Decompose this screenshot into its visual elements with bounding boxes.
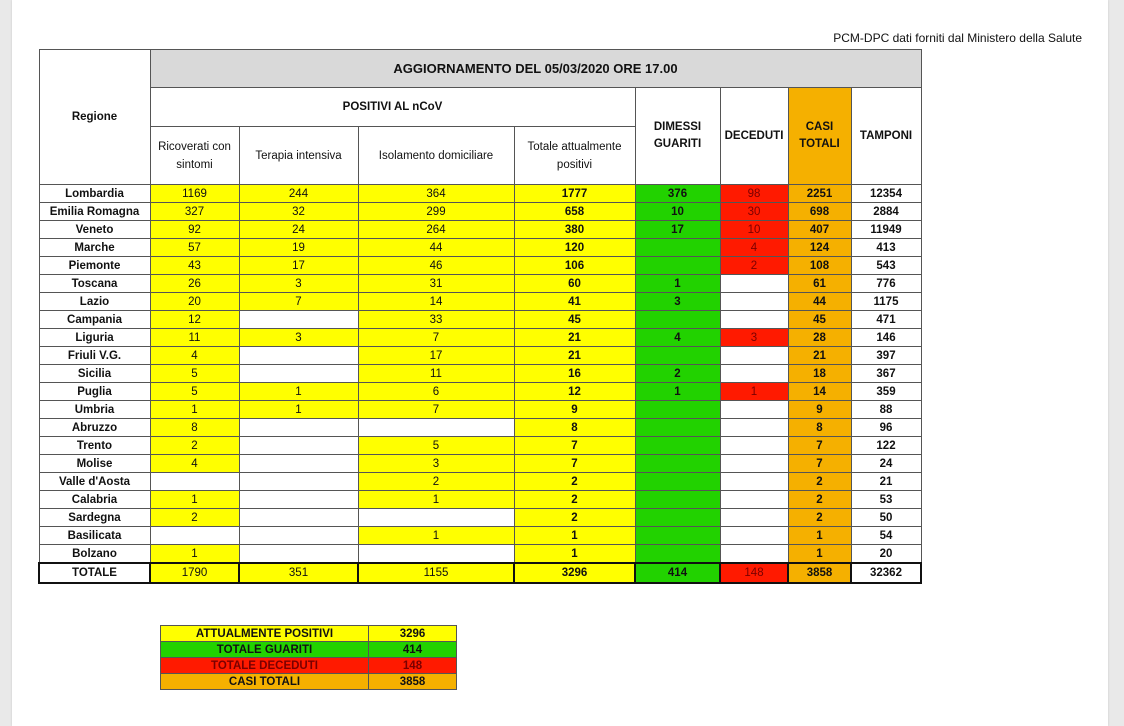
cell-casi: 2 [788, 491, 851, 509]
cell-dimessi [635, 527, 720, 545]
summary-table [160, 625, 457, 690]
table-row [39, 491, 921, 509]
cell-casi: 1 [788, 545, 851, 564]
region-name: Molise [39, 455, 150, 473]
summary-row [161, 658, 457, 674]
summary-label: TOTALE GUARITI [161, 642, 369, 658]
cell-tamponi: 12354 [851, 185, 921, 203]
cell-isolamento: 299 [358, 203, 514, 221]
region-name: Valle d'Aosta [39, 473, 150, 491]
table-row [39, 347, 921, 365]
cell-deceduti [720, 365, 788, 383]
cell-casi: 407 [788, 221, 851, 239]
table-row [39, 401, 921, 419]
cell-terapia [239, 473, 358, 491]
cell-totale: 7 [514, 437, 635, 455]
cell-totale: 21 [514, 347, 635, 365]
total-dimessi: 414 [635, 563, 720, 583]
cell-casi: 44 [788, 293, 851, 311]
cell-deceduti [720, 419, 788, 437]
region-name: Calabria [39, 491, 150, 509]
cell-tamponi: 88 [851, 401, 921, 419]
cell-dimessi [635, 419, 720, 437]
cell-ricoverati: 1169 [150, 185, 239, 203]
table-row [39, 545, 921, 564]
cell-ricoverati: 12 [150, 311, 239, 329]
cell-tamponi: 776 [851, 275, 921, 293]
cell-isolamento: 46 [358, 257, 514, 275]
cell-isolamento: 1 [358, 491, 514, 509]
cell-terapia [239, 437, 358, 455]
cell-casi: 45 [788, 311, 851, 329]
cell-deceduti [720, 545, 788, 564]
cell-ricoverati: 26 [150, 275, 239, 293]
cell-terapia: 24 [239, 221, 358, 239]
cell-isolamento: 7 [358, 329, 514, 347]
summary-value: 148 [369, 658, 457, 674]
cell-casi: 14 [788, 383, 851, 401]
cell-deceduti [720, 509, 788, 527]
source-note: PCM-DPC dati forniti dal Ministero della Salute [833, 31, 1082, 45]
cell-totale: 658 [514, 203, 635, 221]
cell-totale: 120 [514, 239, 635, 257]
cell-dimessi: 4 [635, 329, 720, 347]
cell-tamponi: 24 [851, 455, 921, 473]
cell-dimessi [635, 455, 720, 473]
cell-terapia: 1 [239, 383, 358, 401]
cell-terapia [239, 545, 358, 564]
table-row [39, 365, 921, 383]
cell-deceduti [720, 455, 788, 473]
cell-deceduti [720, 311, 788, 329]
cell-totale: 8 [514, 419, 635, 437]
cell-dimessi [635, 491, 720, 509]
cell-dimessi: 3 [635, 293, 720, 311]
cell-deceduti [720, 293, 788, 311]
cell-dimessi: 2 [635, 365, 720, 383]
summary-row [161, 626, 457, 642]
table-row [39, 419, 921, 437]
region-name: Trento [39, 437, 150, 455]
cell-casi: 18 [788, 365, 851, 383]
summary-row [161, 674, 457, 690]
cell-tamponi: 367 [851, 365, 921, 383]
cell-terapia: 32 [239, 203, 358, 221]
cell-totale: 1 [514, 545, 635, 564]
cell-tamponi: 2884 [851, 203, 921, 221]
cell-isolamento: 5 [358, 437, 514, 455]
total-isolamento: 1155 [358, 563, 514, 583]
summary-value: 3858 [369, 674, 457, 690]
cell-casi: 1 [788, 527, 851, 545]
cell-ricoverati: 4 [150, 455, 239, 473]
cell-deceduti [720, 527, 788, 545]
summary-label: CASI TOTALI [161, 674, 369, 690]
cell-tamponi: 471 [851, 311, 921, 329]
cell-ricoverati: 4 [150, 347, 239, 365]
cell-casi: 124 [788, 239, 851, 257]
cell-isolamento: 33 [358, 311, 514, 329]
total-casi: 3858 [788, 563, 851, 583]
cell-deceduti: 98 [720, 185, 788, 203]
header-positivi: POSITIVI AL nCoV [150, 88, 635, 127]
cell-casi: 28 [788, 329, 851, 347]
cell-ricoverati: 92 [150, 221, 239, 239]
header-regione: Regione [39, 50, 150, 185]
cell-tamponi: 413 [851, 239, 921, 257]
region-name: Lombardia [39, 185, 150, 203]
region-name: Puglia [39, 383, 150, 401]
cell-casi: 698 [788, 203, 851, 221]
header-terapia: Terapia intensiva [239, 127, 358, 185]
cell-terapia: 1 [239, 401, 358, 419]
cell-tamponi: 53 [851, 491, 921, 509]
cell-dimessi: 376 [635, 185, 720, 203]
table-row [39, 473, 921, 491]
cell-deceduti: 30 [720, 203, 788, 221]
cell-ricoverati: 5 [150, 383, 239, 401]
table-row [39, 527, 921, 545]
cell-totale: 2 [514, 491, 635, 509]
cell-deceduti: 3 [720, 329, 788, 347]
cell-dimessi [635, 347, 720, 365]
cell-terapia [239, 347, 358, 365]
cell-ricoverati: 57 [150, 239, 239, 257]
cell-ricoverati: 5 [150, 365, 239, 383]
cell-deceduti [720, 473, 788, 491]
cell-deceduti [720, 347, 788, 365]
cell-casi: 7 [788, 437, 851, 455]
cell-dimessi [635, 509, 720, 527]
cell-dimessi [635, 401, 720, 419]
total-ricoverati: 1790 [150, 563, 239, 583]
total-tamponi: 32362 [851, 563, 921, 583]
cell-isolamento: 1 [358, 527, 514, 545]
cell-dimessi [635, 239, 720, 257]
cell-isolamento [358, 545, 514, 564]
cell-totale: 16 [514, 365, 635, 383]
region-name: Basilicata [39, 527, 150, 545]
cell-casi: 9 [788, 401, 851, 419]
cell-isolamento: 17 [358, 347, 514, 365]
cell-casi: 108 [788, 257, 851, 275]
cell-ricoverati: 1 [150, 545, 239, 564]
cell-ricoverati: 2 [150, 509, 239, 527]
table-row [39, 509, 921, 527]
cell-terapia [239, 311, 358, 329]
header-ricoverati: Ricoverati con sintomi [150, 127, 239, 185]
cell-dimessi: 1 [635, 383, 720, 401]
cell-ricoverati [150, 527, 239, 545]
cell-isolamento: 2 [358, 473, 514, 491]
summary-row [161, 642, 457, 658]
region-name: Piemonte [39, 257, 150, 275]
cell-tamponi: 21 [851, 473, 921, 491]
cell-tamponi: 543 [851, 257, 921, 275]
cell-dimessi [635, 473, 720, 491]
cell-terapia: 7 [239, 293, 358, 311]
cell-deceduti [720, 275, 788, 293]
cell-totale: 7 [514, 455, 635, 473]
cell-totale: 2 [514, 509, 635, 527]
table-title: AGGIORNAMENTO DEL 05/03/2020 ORE 17.00 [150, 50, 921, 88]
cell-totale: 21 [514, 329, 635, 347]
cell-isolamento: 44 [358, 239, 514, 257]
cell-isolamento: 3 [358, 455, 514, 473]
cell-casi: 21 [788, 347, 851, 365]
table-row [39, 311, 921, 329]
cell-tamponi: 96 [851, 419, 921, 437]
table-row [39, 455, 921, 473]
header-dimessi: DIMESSI GUARITI [635, 88, 720, 185]
cell-isolamento: 14 [358, 293, 514, 311]
region-name: Abruzzo [39, 419, 150, 437]
cell-tamponi: 54 [851, 527, 921, 545]
cell-isolamento: 6 [358, 383, 514, 401]
cell-casi: 61 [788, 275, 851, 293]
header-deceduti: DECEDUTI [720, 88, 788, 185]
document-page [12, 0, 1108, 726]
table-row [39, 383, 921, 401]
table-row [39, 203, 921, 221]
total-totale: 3296 [514, 563, 635, 583]
cell-ricoverati: 11 [150, 329, 239, 347]
cell-isolamento: 11 [358, 365, 514, 383]
cell-terapia [239, 365, 358, 383]
table-row [39, 257, 921, 275]
table-row [39, 293, 921, 311]
cell-deceduti: 10 [720, 221, 788, 239]
cell-deceduti: 1 [720, 383, 788, 401]
cell-dimessi: 1 [635, 275, 720, 293]
region-name: Umbria [39, 401, 150, 419]
cell-totale: 45 [514, 311, 635, 329]
cell-ricoverati: 2 [150, 437, 239, 455]
cell-terapia [239, 509, 358, 527]
header-totale-positivi: Totale attualmente positivi [514, 127, 635, 185]
cell-terapia [239, 527, 358, 545]
region-name: Sardegna [39, 509, 150, 527]
total-deceduti: 148 [720, 563, 788, 583]
region-name: Friuli V.G. [39, 347, 150, 365]
cell-deceduti [720, 491, 788, 509]
covid-data-table [38, 49, 922, 584]
cell-totale: 106 [514, 257, 635, 275]
cell-ricoverati: 327 [150, 203, 239, 221]
cell-totale: 41 [514, 293, 635, 311]
table-row [39, 437, 921, 455]
cell-terapia [239, 419, 358, 437]
cell-tamponi: 11949 [851, 221, 921, 239]
cell-ricoverati [150, 473, 239, 491]
cell-dimessi: 10 [635, 203, 720, 221]
cell-terapia: 19 [239, 239, 358, 257]
cell-casi: 7 [788, 455, 851, 473]
cell-totale: 380 [514, 221, 635, 239]
total-row [39, 563, 921, 583]
cell-dimessi: 17 [635, 221, 720, 239]
cell-terapia [239, 455, 358, 473]
cell-isolamento: 7 [358, 401, 514, 419]
cell-terapia: 244 [239, 185, 358, 203]
table-row [39, 329, 921, 347]
cell-isolamento [358, 509, 514, 527]
header-tamponi: TAMPONI [851, 88, 921, 185]
cell-terapia [239, 491, 358, 509]
cell-ricoverati: 43 [150, 257, 239, 275]
summary-label: TOTALE DECEDUTI [161, 658, 369, 674]
region-name: Lazio [39, 293, 150, 311]
cell-deceduti: 2 [720, 257, 788, 275]
cell-dimessi [635, 257, 720, 275]
cell-casi: 2251 [788, 185, 851, 203]
header-isolamento: Isolamento domiciliare [358, 127, 514, 185]
cell-deceduti [720, 437, 788, 455]
region-name: Toscana [39, 275, 150, 293]
cell-dimessi [635, 437, 720, 455]
summary-label: ATTUALMENTE POSITIVI [161, 626, 369, 642]
cell-terapia: 17 [239, 257, 358, 275]
cell-tamponi: 397 [851, 347, 921, 365]
cell-totale: 60 [514, 275, 635, 293]
cell-tamponi: 359 [851, 383, 921, 401]
summary-value: 414 [369, 642, 457, 658]
cell-deceduti: 4 [720, 239, 788, 257]
cell-totale: 9 [514, 401, 635, 419]
cell-isolamento: 31 [358, 275, 514, 293]
summary-value: 3296 [369, 626, 457, 642]
region-name: Veneto [39, 221, 150, 239]
cell-isolamento: 364 [358, 185, 514, 203]
cell-deceduti [720, 401, 788, 419]
cell-totale: 1777 [514, 185, 635, 203]
region-name: Sicilia [39, 365, 150, 383]
header-casi-totali: CASI TOTALI [788, 88, 851, 185]
cell-dimessi [635, 545, 720, 564]
region-name: Liguria [39, 329, 150, 347]
cell-tamponi: 20 [851, 545, 921, 564]
table-body [39, 185, 921, 584]
cell-ricoverati: 1 [150, 491, 239, 509]
total-label: TOTALE [39, 563, 150, 583]
cell-tamponi: 50 [851, 509, 921, 527]
cell-casi: 2 [788, 473, 851, 491]
region-name: Marche [39, 239, 150, 257]
cell-dimessi [635, 311, 720, 329]
cell-casi: 8 [788, 419, 851, 437]
table-row [39, 221, 921, 239]
cell-ricoverati: 8 [150, 419, 239, 437]
region-name: Emilia Romagna [39, 203, 150, 221]
region-name: Bolzano [39, 545, 150, 564]
cell-tamponi: 1175 [851, 293, 921, 311]
cell-ricoverati: 20 [150, 293, 239, 311]
cell-ricoverati: 1 [150, 401, 239, 419]
cell-totale: 2 [514, 473, 635, 491]
cell-totale: 12 [514, 383, 635, 401]
cell-terapia: 3 [239, 275, 358, 293]
cell-casi: 2 [788, 509, 851, 527]
table-row [39, 239, 921, 257]
cell-terapia: 3 [239, 329, 358, 347]
cell-tamponi: 122 [851, 437, 921, 455]
cell-tamponi: 146 [851, 329, 921, 347]
table-row [39, 185, 921, 203]
table-row [39, 275, 921, 293]
total-terapia: 351 [239, 563, 358, 583]
region-name: Campania [39, 311, 150, 329]
cell-totale: 1 [514, 527, 635, 545]
cell-isolamento: 264 [358, 221, 514, 239]
cell-isolamento [358, 419, 514, 437]
